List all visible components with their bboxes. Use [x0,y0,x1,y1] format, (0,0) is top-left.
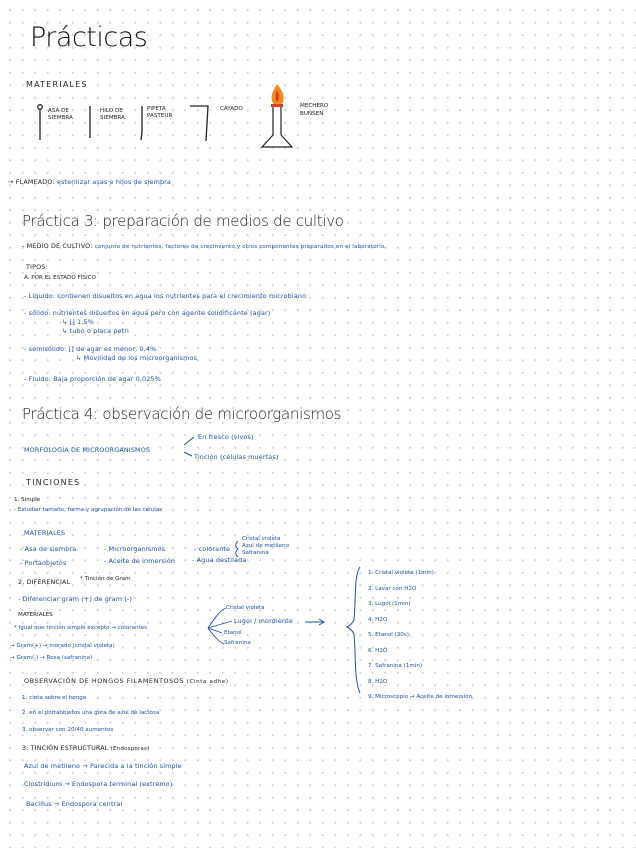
diferencial-desc: - Diferenciar gram (+) de gram (-) [18,595,133,603]
fluido-text: - Fluido: Baja proporción de agar 0,025% [24,375,161,383]
medio-cultivo-text: conjunto de nutrientes, factores de crecimiento y otros componentes preparados en el laboratorio. [94,244,387,250]
semisolido-text: - semisólido: [] de agar es menor, 0,4% [24,345,157,353]
mat-microorganismos: - Microorganismos [104,545,166,553]
hilo-label [100,108,125,122]
pipeta-pasteur-drawing [141,106,142,140]
gram-steps [368,566,472,706]
gram-negativo: → Gram(-) → Rosa (safranina) [10,655,93,661]
hilo-label-line1: HILO DE [100,108,123,114]
gram-step: 8. H2O [368,678,388,685]
mechero-label-line2: BUNSEN [300,111,324,117]
hongos-step-1: 1. cinta sobre el hongo [22,695,87,701]
en-fresco-label: En fresco (vivos) [198,433,254,441]
solido-sub-1: ↳ [] 1,5% [62,318,94,326]
colorante-cristal: Cristal violeta [226,605,265,611]
steps-brace [347,567,360,693]
materiales-gram-heading: MATERIALES [18,612,53,618]
solido-sub-2: ↳ tubo o placa petri [62,327,129,335]
estructural-item-1: Azul de metileno → Parecida a la tinción simple [24,762,182,770]
asa-de-siembra-drawing [38,105,43,140]
cayado-drawing [190,106,208,141]
hongos-heading [24,677,229,685]
estructural-note: (Endosporas) [110,746,150,752]
gram-step: 9. Microscopio → Aceite de inmersión [368,694,473,700]
flameado-text: esterilizar asas e hilos de siembra [56,178,171,186]
simple-desc: - Estudiar tamaño, forma y agrupación de las células [14,507,163,513]
materiales-simple-heading: MATERIALES [24,529,66,537]
colorante-lugol: Lugol / mordiente [234,617,293,625]
hongos-note: (Cinta adhe) [186,679,229,685]
mat-safranina: Safranina [242,550,269,556]
estructural-title: 3. TINCIÓN ESTRUCTURAL [22,744,109,752]
tipos-label: TIPOS: [26,263,48,271]
mat-aceite: - Aceite de inmersión [104,557,176,565]
estructural-item-3: Bacillus → Endospora central [26,800,123,808]
mechero-label [300,102,328,118]
colorantes-fan [208,608,232,644]
gram-step: 7. Safranina (1min) [368,663,423,669]
gram-positivo: → Gram(+) → morado (cristal violeta) [10,643,115,649]
por-estado-fisico: A. POR EL ESTADO FÍSICO [24,275,96,281]
colorante-etanol: Etanol [224,630,242,636]
flameado-arrow: → [8,178,14,186]
gram-step: 5. Etanol (30s) [368,632,409,638]
hongos-step-3: 3. observar con 20/40 aumentos [22,727,114,733]
liquido-text: - Líquido: contienen disueltos en agua los nutrientes para el crecimiento microbiano [24,292,307,300]
mat-azul-metileno: Azul de metileno [242,543,290,549]
tincion-gram-note: * Tinción de Gram [80,576,131,582]
materiales-heading: MATERIALES [26,80,88,89]
medio-cultivo-label: - MEDIO DE CULTIVO: [22,242,93,250]
gram-step: 1. Cristal violeta (1min) [368,570,434,576]
igual-simple: * Igual que tinción simple excepto → colorantes [14,625,148,631]
hilo-label-line2: SIEMBRA [100,115,125,121]
asa-label-line2: SIEMBRA [48,115,73,121]
cayado-label: CAYADO [220,106,243,112]
tincion-diferencial: 2. DIFERENCIAL [18,578,71,586]
flameado-line [8,178,171,186]
hongos-step-2: 2. en el portaobjetos una gota de azul de lactosa [22,710,160,716]
gram-step: 2. Lavar con H2O [368,585,417,592]
estructural-item-2: Clostridium → Endospora terminal (extremo) [24,780,173,788]
asa-label [48,108,73,122]
semisolido-sub: ↳ Movilidad de los microorganismos [76,354,198,362]
page-title: Prácticas [30,22,148,53]
steps-arrow [305,619,324,625]
mechero-bunsen-drawing [262,84,292,147]
mat-colorante: - colorante [194,545,231,553]
tincion-estructural [22,744,149,752]
colorante-brace [236,541,238,557]
mat-cristal-violeta: Cristal violeta [242,536,281,542]
mat-agua: - Agua destilada [192,556,247,564]
gram-step: 4. H2O [368,616,388,623]
flameado-label: FLAMEADO: [15,178,55,186]
mat-asa: - Asa de siembra [20,545,77,553]
colorante-safranina: Safranina [224,640,251,646]
morfologia-label: MORFOLOGÍA DE MICROORGANISMOS [24,446,151,454]
hongos-title: OBSERVACIÓN DE HONGOS FILAMENTOSOS [24,677,185,685]
practica-4-title: Práctica 4: observación de microorganismos [22,405,342,423]
pipeta-label-line1: PIPETA [147,106,166,112]
pipeta-label [147,106,172,120]
morfologia-branches [184,437,194,456]
mechero-label-line1: MECHERO [300,103,329,109]
practica-3-title: Práctica 3: preparación de medios de cultivo [22,212,344,230]
solido-text: - sólido: nutrientes disueltos en agua pero con agente solidificante (agar) [24,309,271,317]
gram-step: 3. Lugol (1min) [368,601,411,607]
tincion-simple: 1. Simple [14,497,41,503]
medio-cultivo-line [22,242,386,250]
tinciones-heading: TINCIONES [26,478,81,487]
mat-portaobjetos: - Portaobjetos [20,559,67,567]
pipeta-label-line2: PASTEUR [147,113,173,119]
gram-step: 6. H2O [368,647,388,654]
asa-label-line1: ASA DE [48,108,69,114]
tincion-label: Tinción (células muertas) [194,453,279,461]
